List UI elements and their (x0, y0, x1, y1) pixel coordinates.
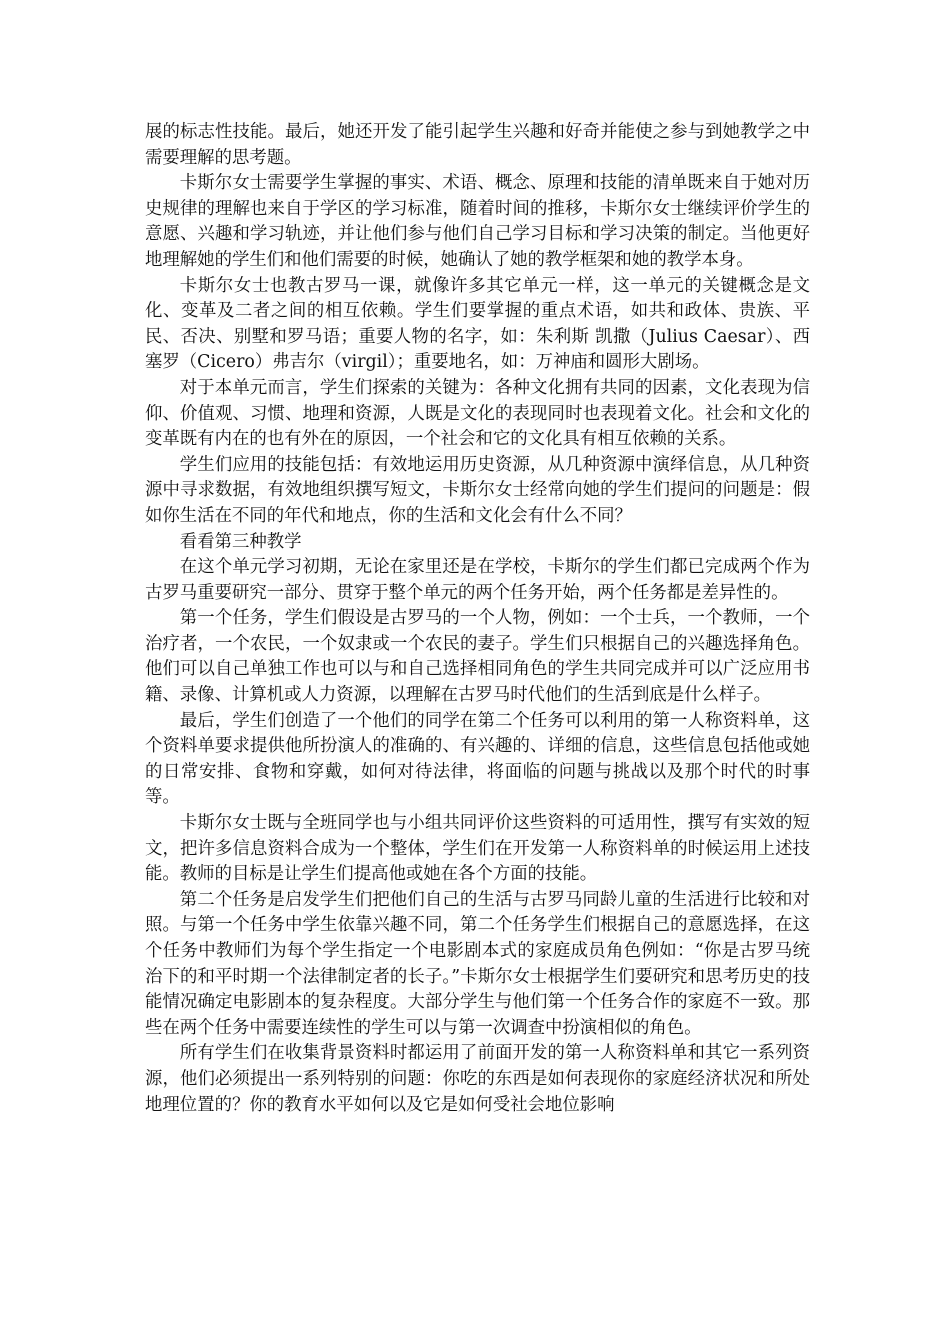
paragraph: 最后，学生们创造了一个他们的同学在第二个任务可以利用的第一人称资料单，这个资料单要求提供他所扮演人的准确的、有兴趣的、详细的信息，这些信息包括他或她的日常安排、食物和穿戴，如何对待法律，将面临的问题与挑战以及那个时代的时事等。 (145, 710, 810, 808)
paragraph: 在这个单元学习初期，无论在家里还是在学校，卡斯尔的学生们都已完成两个作为古罗马重要研究一部分、贯穿于整个单元的两个任务开始，两个任务都是差异性的。 (145, 557, 810, 603)
paragraph: 卡斯尔女士既与全班同学也与小组共同评价这些资料的可适用性，撰写有实效的短文，把许多信息资料合成为一个整体，学生们在开发第一人称资料单的时候运用上述技能。教师的目标是让学生们提高他或她在各个方面的技能。 (145, 813, 810, 885)
paragraph: 卡斯尔女士需要学生掌握的事实、术语、概念、原理和技能的清单既来自于她对历史规律的理解也来自于学区的学习标准，随着时间的推移，卡斯尔女士继续评价学生的意愿、兴趣和学习轨迹，并让他们参与他们自己学习目标和学习决策的制定。当他更好地理解她的学生们和他们需要的时候，她确认了她的教学框架和她的教学本身。 (145, 173, 810, 270)
document-page (145, 120, 810, 1118)
paragraph-continued: 展的标志性技能。最后，她还开发了能引起学生兴趣和好奇并能使之参与到她教学之中需要理解的思考题。 (145, 122, 810, 168)
section-heading: 看看第三种教学 (179, 531, 302, 552)
paragraph: 学生们应用的技能包括：有效地运用历史资源，从几种资源中演绎信息，从几种资源中寻求数据，有效地组织撰写短文，卡斯尔女士经常向她的学生们提问的问题是：假如你生活在不同的年代和地点，你的生活和文化会有什么不同？ (145, 454, 810, 526)
paragraph: 第一个任务，学生们假设是古罗马的一个人物，例如：一个士兵，一个教师，一个治疗者，一个农民，一个奴隶或一个农民的妻子。学生们只根据自己的兴趣选择角色。他们可以自己单独工作也可以与和自己选择相同角色的学生共同完成并可以广泛应用书籍、录像、计算机或人力资源，以理解在古罗马时代他们的生活到底是什么样子。 (145, 608, 810, 706)
paragraph: 所有学生们在收集背景资料时都运用了前面开发的第一人称资料单和其它一系列资源，他们必须提出一系列特别的问题：你吃的东西是如何表现你的家庭经济状况和所处地理位置的？你的教育水平如何以及它是如何受社会地位影响 (145, 1043, 810, 1115)
paragraph: 卡斯尔女士也教古罗马一课，就像许多其它单元一样，这一单元的关键概念是文化、变革及二者之间的相互依赖。学生们要掌握的重点术语，如共和政体、贵族、平民、否决、别墅和罗马语；重要人物的名字，如：朱利斯 凯撒（Julius Caesar）、西塞罗（Cicero）弗吉尔（virgil）；重要地名，如：万神庙和圆形大剧场。 (145, 275, 810, 373)
paragraph: 第二个任务是启发学生们把他们自己的生活与古罗马同龄儿童的生活进行比较和对照。与第一个任务中学生依靠兴趣不同，第二个任务学生们根据自己的意愿选择，在这个任务中教师们为每个学生指定一个电影剧本式的家庭成员角色例如：“你是古罗马统治下的和平时期一个法律制定者的长子。”卡斯尔女士根据学生们要研究和思考历史的技能情况确定电影剧本的复杂程度。大部分学生与他们第一个任务合作的家庭不一致。那些在两个任务中需要连续性的学生可以与第一次调查中扮演相似的角色。 (145, 889, 810, 1038)
paragraph: 对于本单元而言，学生们探索的关键为：各种文化拥有共同的因素，文化表现为信仰、价值观、习惯、地理和资源，人既是文化的表现同时也表现着文化。社会和文化的变革既有内在的也有外在的原因，一个社会和它的文化具有相互依赖的关系。 (145, 377, 810, 450)
